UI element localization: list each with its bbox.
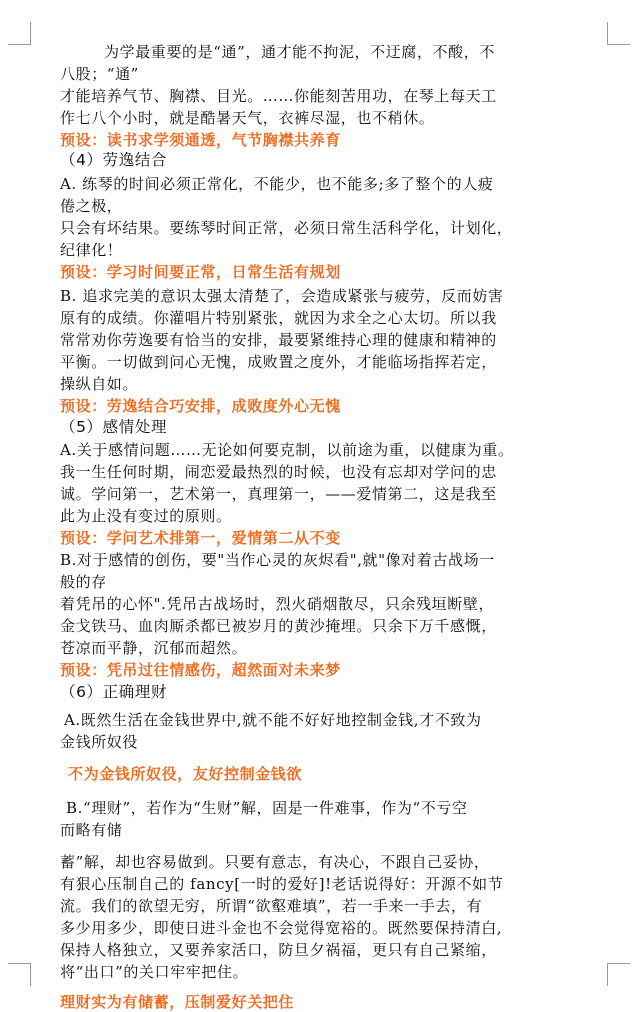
- body-line: 我一生任何时期，闹恋爱最热烈的时候，也没有忘却对学问的忠: [60, 463, 497, 481]
- body-line: 将“出口”的关口牢牢把住。: [60, 963, 249, 981]
- page-corner-mark-bottom-left: [8, 963, 31, 986]
- body-line: 八股；“通”: [60, 65, 139, 83]
- preset-summary: 预设：劳逸结合巧安排，成败度外心无愧: [60, 397, 341, 415]
- body-line: 作七八个小时，就是酷暑天气，衣裤尽湿，也不稍休。: [60, 109, 435, 127]
- body-line: A.既然生活在金钱世界中,就不能不好好地控制金钱,才不致为: [64, 711, 482, 729]
- page-corner-mark-top-right: [607, 22, 630, 45]
- body-line: 着凭吊的心怀".凭吊古战场时，烈火硝烟散尽，只余残垣断壁，: [60, 595, 495, 613]
- preset-summary: 预设：学问艺术排第一，爱情第二从不变: [60, 529, 341, 547]
- body-line: 诚。学问第一，艺术第一，真理第一，——爱情第二，这是我至: [60, 485, 497, 503]
- preset-summary: 预设：凭吊过往情感伤，超然面对未来梦: [60, 661, 341, 679]
- section-heading: （6）正确理财: [60, 683, 168, 701]
- body-line: 原有的成绩。你灌唱片特别紧张，就因为求全之心太切。所以我: [60, 309, 497, 327]
- body-line: 才能培养气节、胸襟、目光。……你能刻苦用功，在琴上每天工: [60, 87, 497, 105]
- body-line: 有狠心压制自己的 fancy[一时的爱好]!老话说得好：开源不如节: [60, 875, 504, 893]
- body-line: 常常劝你劳逸要有恰当的安排，最要紧维持心理的健康和精神的: [60, 331, 497, 349]
- preset-summary: 预设：学习时间要正常，日常生活有规划: [60, 263, 341, 281]
- body-line: 保持人格独立，又要养家活口，防旦夕祸福，更只有自己紧缩，: [60, 941, 497, 959]
- body-line: 而略有储: [60, 821, 123, 839]
- body-line: 蓄”解，却也容易做到。只要有意志，有决心，不跟自己妥协，: [60, 853, 490, 871]
- body-line: A.关于感情问题……无论如何要克制，以前途为重，以健康为重。: [60, 441, 514, 459]
- page-corner-mark-bottom-right: [607, 963, 630, 986]
- body-line: B.“理财”，若作为“生财”解，固是一件难事，作为“不亏空: [66, 799, 468, 817]
- body-line: 纪律化！: [60, 241, 123, 259]
- body-line: 只会有坏结果。要练琴时间正常，必须日常生活科学化，计划化，: [60, 219, 513, 237]
- body-line: 倦之极，: [60, 197, 123, 215]
- body-line: A. 练琴的时间必须正常化，不能少，也不能多;多了整个的人疲: [60, 175, 494, 193]
- body-line: 般的存: [60, 573, 107, 591]
- body-line: 流。我们的欲望无穷，所谓“欲壑难填”，若一手来一手去，有: [60, 897, 483, 915]
- section-heading: （4）劳逸结合: [60, 151, 168, 169]
- body-line: 操纵自如。: [60, 375, 139, 393]
- body-line: 金戈铁马、血肉厮杀都已被岁月的黄沙掩埋。只余下万千感慨，: [60, 617, 497, 635]
- preset-summary: 预设：读书求学须通透，气节胸襟共养育: [60, 131, 341, 149]
- body-line: 平衡。一切做到问心无愧，成败置之度外，才能临场指挥若定，: [60, 353, 497, 371]
- body-line: 金钱所奴役: [60, 733, 139, 751]
- body-line: 苍凉而平静，沉郁而超然。: [60, 639, 248, 657]
- section-heading: （5）感情处理: [60, 418, 168, 436]
- body-line: 多少用多少，即使日进斗金也不会觉得宽裕的。既然要保持清白,: [60, 919, 503, 937]
- preset-summary: 不为金钱所奴役，友好控制金钱欲: [68, 765, 303, 783]
- body-line: 此为止没有变过的原则。: [60, 507, 232, 525]
- body-line: 为学最重要的是“通”，通才能不拘泥，不迂腐，不酸，不: [104, 43, 495, 61]
- body-line: B.对于感情的创伤，要"当作心灵的灰烬看",就"像对着古战场一: [60, 551, 495, 569]
- page-corner-mark-top-left: [8, 22, 31, 45]
- preset-summary: 理财实为有储蓄，压制爱好关把住: [60, 993, 295, 1011]
- body-line: B. 追求完美的意识太强太清楚了，会造成紧张与疲劳，反而妨害: [60, 287, 504, 305]
